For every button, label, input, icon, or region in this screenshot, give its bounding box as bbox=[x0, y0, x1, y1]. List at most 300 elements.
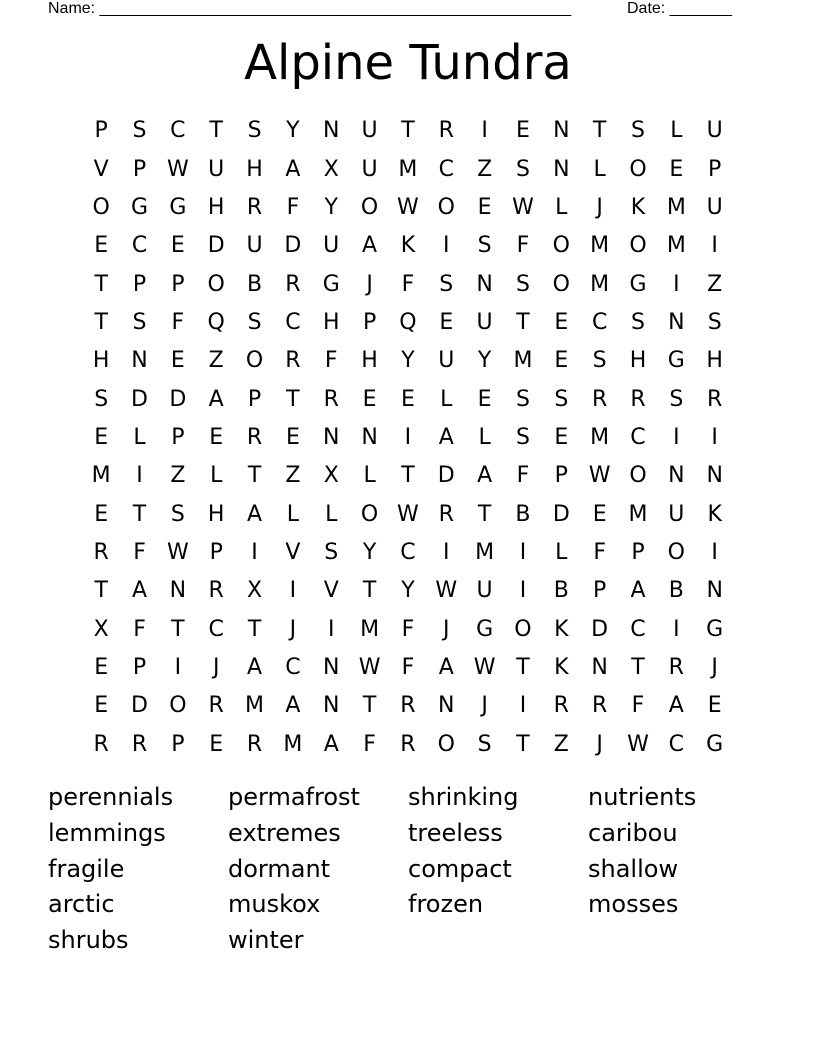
grid-letter[interactable]: E bbox=[94, 501, 109, 527]
grid-letter[interactable]: G bbox=[706, 731, 724, 757]
grid-letter[interactable]: F bbox=[401, 654, 415, 680]
grid-letter[interactable]: R bbox=[323, 386, 339, 412]
grid-letter[interactable]: I bbox=[711, 424, 718, 450]
grid-letter[interactable]: M bbox=[590, 424, 610, 450]
grid-letter[interactable]: I bbox=[519, 693, 527, 719]
grid-letter[interactable]: H bbox=[246, 156, 263, 182]
grid-letter[interactable]: U bbox=[361, 118, 378, 144]
grid-letter[interactable]: I bbox=[519, 539, 527, 565]
name-field-label[interactable]: Name: _____________________________________________________ bbox=[48, 0, 572, 17]
grid-letter[interactable]: F bbox=[401, 616, 415, 642]
grid-letter[interactable]: Z bbox=[285, 463, 301, 489]
grid-letter[interactable]: S bbox=[554, 386, 569, 412]
grid-letter[interactable]: B bbox=[515, 501, 531, 527]
grid-letter[interactable]: H bbox=[629, 348, 647, 374]
grid-letter[interactable]: E bbox=[362, 386, 377, 412]
grid-letter[interactable]: S bbox=[631, 309, 645, 335]
grid-letter[interactable]: Y bbox=[477, 348, 492, 374]
grid-letter[interactable]: N bbox=[668, 309, 685, 335]
grid-letter[interactable]: A bbox=[131, 578, 148, 604]
grid-letter[interactable]: F bbox=[516, 233, 530, 259]
grid-letter[interactable]: J bbox=[212, 654, 220, 680]
grid-letter[interactable]: X bbox=[247, 578, 263, 604]
grid-letter[interactable]: C bbox=[630, 616, 646, 642]
grid-letter[interactable]: E bbox=[94, 233, 109, 259]
grid-letter[interactable]: S bbox=[515, 424, 530, 450]
grid-letter[interactable]: T bbox=[247, 463, 262, 489]
grid-letter[interactable]: S bbox=[707, 309, 722, 335]
grid-letter[interactable]: A bbox=[285, 693, 301, 719]
grid-letter[interactable]: D bbox=[437, 463, 455, 489]
grid-letter[interactable]: O bbox=[629, 233, 647, 259]
grid-letter[interactable]: S bbox=[515, 386, 530, 412]
grid-letter[interactable]: R bbox=[438, 118, 454, 144]
grid-letter[interactable]: T bbox=[516, 309, 530, 335]
grid-letter[interactable]: S bbox=[515, 156, 530, 182]
grid-letter[interactable]: S bbox=[247, 309, 262, 335]
grid-letter[interactable]: O bbox=[552, 271, 570, 297]
grid-letter[interactable]: S bbox=[669, 386, 684, 412]
grid-letter[interactable]: H bbox=[361, 348, 378, 374]
grid-letter[interactable]: A bbox=[630, 578, 646, 604]
grid-letter[interactable]: U bbox=[706, 194, 723, 220]
grid-letter[interactable]: Q bbox=[399, 309, 417, 335]
grid-letter[interactable]: J bbox=[596, 731, 603, 757]
grid-letter[interactable]: Y bbox=[362, 539, 377, 565]
grid-letter[interactable]: P bbox=[362, 309, 377, 335]
grid-letter[interactable]: L bbox=[670, 118, 683, 144]
grid-letter[interactable]: R bbox=[208, 578, 224, 604]
grid-letter[interactable]: M bbox=[245, 693, 265, 719]
grid-letter[interactable]: F bbox=[133, 616, 146, 642]
grid-letter[interactable]: P bbox=[132, 156, 147, 182]
grid-letter[interactable]: G bbox=[476, 616, 494, 642]
grid-letter[interactable]: E bbox=[669, 156, 684, 182]
grid-letter[interactable]: S bbox=[324, 539, 339, 565]
grid-letter[interactable]: Y bbox=[401, 578, 415, 604]
grid-letter[interactable]: E bbox=[554, 348, 569, 374]
grid-letter[interactable]: T bbox=[247, 616, 262, 642]
grid-letter[interactable]: R bbox=[93, 539, 109, 565]
grid-letter[interactable]: R bbox=[668, 654, 684, 680]
grid-letter[interactable]: M bbox=[283, 731, 303, 757]
grid-letter[interactable]: L bbox=[325, 501, 338, 527]
grid-letter[interactable]: L bbox=[133, 424, 146, 450]
grid-letter[interactable]: R bbox=[591, 386, 608, 412]
grid-letter[interactable]: C bbox=[285, 654, 301, 680]
grid-letter[interactable]: O bbox=[629, 156, 647, 182]
grid-letter[interactable]: N bbox=[323, 693, 340, 719]
grid-letter[interactable]: H bbox=[92, 348, 110, 374]
grid-letter[interactable]: X bbox=[323, 156, 339, 182]
grid-letter[interactable]: T bbox=[362, 578, 377, 604]
grid-letter[interactable]: W bbox=[512, 194, 534, 220]
grid-letter[interactable]: G bbox=[629, 271, 647, 297]
grid-letter[interactable]: R bbox=[208, 693, 224, 719]
grid-letter[interactable]: O bbox=[92, 194, 110, 220]
grid-letter[interactable]: M bbox=[475, 539, 495, 565]
grid-letter[interactable]: I bbox=[289, 578, 297, 604]
grid-letter[interactable]: P bbox=[132, 271, 147, 297]
grid-letter[interactable]: I bbox=[673, 271, 680, 297]
grid-letter[interactable]: C bbox=[591, 309, 608, 335]
grid-letter[interactable]: N bbox=[323, 654, 340, 680]
grid-letter[interactable]: Z bbox=[707, 271, 723, 297]
grid-letter[interactable]: T bbox=[362, 693, 377, 719]
grid-letter[interactable]: P bbox=[171, 731, 185, 757]
grid-letter[interactable]: P bbox=[631, 539, 645, 565]
grid-letter[interactable]: H bbox=[706, 348, 723, 374]
grid-letter[interactable]: K bbox=[707, 501, 722, 527]
grid-letter[interactable]: R bbox=[591, 693, 608, 719]
grid-letter[interactable]: L bbox=[555, 539, 568, 565]
grid-letter[interactable]: J bbox=[289, 616, 297, 642]
grid-letter[interactable]: T bbox=[401, 118, 415, 144]
grid-letter[interactable]: K bbox=[400, 233, 416, 259]
grid-letter[interactable]: S bbox=[94, 386, 109, 412]
grid-letter[interactable]: M bbox=[590, 233, 610, 259]
grid-letter[interactable]: A bbox=[285, 156, 301, 182]
grid-letter[interactable]: M bbox=[590, 271, 610, 297]
word-list-item: nutrients bbox=[588, 783, 697, 811]
grid-letter[interactable]: O bbox=[207, 271, 225, 297]
grid-letter[interactable]: Z bbox=[553, 731, 569, 757]
grid-letter[interactable]: P bbox=[554, 463, 568, 489]
grid-letter[interactable]: V bbox=[285, 539, 301, 565]
grid-letter[interactable]: R bbox=[438, 501, 454, 527]
grid-letter[interactable]: T bbox=[631, 654, 645, 680]
grid-letter[interactable]: E bbox=[209, 424, 224, 450]
grid-letter[interactable]: O bbox=[437, 194, 455, 220]
grid-letter[interactable]: P bbox=[132, 654, 147, 680]
grid-letter[interactable]: I bbox=[327, 616, 335, 642]
grid-letter[interactable]: R bbox=[246, 194, 263, 220]
grid-letter[interactable]: T bbox=[171, 616, 185, 642]
grid-letter[interactable]: Y bbox=[324, 194, 338, 220]
grid-letter[interactable]: S bbox=[631, 118, 645, 144]
grid-letter[interactable]: T bbox=[94, 578, 108, 604]
grid-letter[interactable]: D bbox=[131, 693, 148, 719]
grid-letter[interactable]: I bbox=[673, 616, 680, 642]
grid-letter[interactable]: G bbox=[667, 348, 685, 374]
grid-letter[interactable]: O bbox=[245, 348, 264, 374]
grid-letter[interactable]: K bbox=[554, 654, 569, 680]
grid-letter[interactable]: L bbox=[286, 501, 300, 527]
grid-letter[interactable]: A bbox=[247, 654, 263, 680]
grid-letter[interactable]: G bbox=[322, 271, 340, 297]
grid-letter[interactable]: M bbox=[360, 616, 380, 642]
grid-letter[interactable]: R bbox=[630, 386, 646, 412]
grid-letter[interactable]: J bbox=[711, 654, 718, 680]
grid-letter[interactable]: N bbox=[476, 271, 493, 297]
grid-letter[interactable]: P bbox=[209, 539, 223, 565]
grid-letter[interactable]: S bbox=[170, 501, 185, 527]
grid-letter[interactable]: E bbox=[554, 424, 569, 450]
grid-letter[interactable]: E bbox=[707, 693, 722, 719]
grid-letter[interactable]: J bbox=[366, 271, 373, 297]
grid-letter[interactable]: D bbox=[169, 386, 187, 412]
grid-letter[interactable]: U bbox=[668, 501, 685, 527]
grid-letter[interactable]: W bbox=[397, 501, 419, 527]
grid-letter[interactable]: O bbox=[360, 501, 379, 527]
grid-letter[interactable]: X bbox=[93, 616, 109, 642]
grid-letter[interactable]: W bbox=[473, 654, 496, 680]
grid-letter[interactable]: A bbox=[362, 233, 378, 259]
grid-letter[interactable]: R bbox=[246, 731, 263, 757]
grid-letter[interactable]: C bbox=[208, 616, 224, 642]
grid-letter[interactable]: R bbox=[246, 424, 263, 450]
grid-letter[interactable]: D bbox=[284, 233, 302, 259]
grid-letter[interactable]: T bbox=[516, 731, 530, 757]
grid-letter[interactable]: K bbox=[630, 194, 646, 220]
grid-letter[interactable]: P bbox=[171, 424, 185, 450]
grid-letter[interactable]: R bbox=[400, 731, 416, 757]
grid-letter[interactable]: E bbox=[477, 386, 492, 412]
grid-letter[interactable]: E bbox=[170, 348, 185, 374]
grid-letter[interactable]: A bbox=[438, 654, 454, 680]
grid-letter[interactable]: O bbox=[552, 233, 570, 259]
grid-letter[interactable]: O bbox=[667, 539, 685, 565]
grid-letter[interactable]: T bbox=[132, 501, 147, 527]
grid-letter[interactable]: O bbox=[169, 693, 187, 719]
grid-letter[interactable]: D bbox=[207, 233, 225, 259]
grid-letter[interactable]: E bbox=[94, 424, 109, 450]
word-list-item: frozen bbox=[408, 890, 484, 919]
grid-letter[interactable]: U bbox=[361, 156, 378, 182]
grid-letter[interactable]: A bbox=[477, 463, 493, 489]
grid-letter[interactable]: I bbox=[711, 539, 718, 565]
grid-letter[interactable]: N bbox=[591, 654, 608, 680]
grid-letter[interactable]: O bbox=[360, 194, 379, 220]
grid-letter[interactable]: U bbox=[476, 578, 493, 604]
grid-letter[interactable]: E bbox=[516, 118, 530, 144]
grid-letter[interactable]: S bbox=[247, 118, 262, 144]
grid-letter[interactable]: E bbox=[400, 386, 415, 412]
grid-letter[interactable]: N bbox=[706, 578, 723, 604]
grid-letter[interactable]: M bbox=[91, 463, 111, 489]
date-field-label[interactable]: Date: _______ bbox=[627, 0, 732, 17]
grid-letter[interactable]: J bbox=[481, 693, 488, 719]
grid-letter[interactable]: U bbox=[208, 156, 225, 182]
grid-letter[interactable]: N bbox=[668, 463, 685, 489]
grid-letter[interactable]: W bbox=[166, 156, 189, 182]
grid-letter[interactable]: A bbox=[208, 386, 224, 412]
grid-letter[interactable]: N bbox=[169, 578, 187, 604]
grid-letter[interactable]: C bbox=[285, 309, 301, 335]
grid-letter[interactable]: G bbox=[706, 616, 724, 642]
grid-letter[interactable]: L bbox=[363, 463, 376, 489]
grid-letter[interactable]: L bbox=[478, 424, 491, 450]
grid-letter[interactable]: W bbox=[588, 463, 611, 489]
grid-letter[interactable]: R bbox=[285, 271, 301, 297]
grid-letter[interactable]: E bbox=[554, 309, 569, 335]
grid-letter[interactable]: S bbox=[515, 271, 530, 297]
grid-letter[interactable]: F bbox=[631, 693, 645, 719]
grid-letter[interactable]: L bbox=[593, 156, 606, 182]
grid-letter[interactable]: N bbox=[553, 156, 570, 182]
grid-letter[interactable]: F bbox=[516, 463, 530, 489]
word-list-item: permafrost bbox=[228, 783, 360, 811]
grid-letter[interactable]: H bbox=[207, 501, 225, 527]
grid-letter[interactable]: I bbox=[404, 424, 412, 450]
grid-letter[interactable]: R bbox=[553, 693, 569, 719]
grid-letter[interactable]: U bbox=[323, 233, 340, 259]
grid-letter[interactable]: S bbox=[477, 233, 492, 259]
grid-letter[interactable]: F bbox=[401, 271, 415, 297]
grid-letter[interactable]: R bbox=[131, 731, 148, 757]
grid-letter[interactable]: T bbox=[286, 386, 300, 412]
grid-letter[interactable]: E bbox=[592, 501, 607, 527]
grid-letter[interactable]: T bbox=[209, 118, 223, 144]
grid-letter[interactable]: U bbox=[476, 309, 493, 335]
grid-letter[interactable]: E bbox=[170, 233, 185, 259]
grid-letter[interactable]: W bbox=[435, 578, 458, 604]
grid-letter[interactable]: I bbox=[673, 424, 680, 450]
grid-letter[interactable]: D bbox=[552, 501, 570, 527]
grid-letter[interactable]: Z bbox=[477, 156, 493, 182]
grid-letter[interactable]: T bbox=[592, 118, 607, 144]
grid-letter[interactable]: T bbox=[516, 654, 530, 680]
word-list-item: mosses bbox=[588, 890, 679, 919]
grid-letter[interactable]: U bbox=[438, 348, 455, 374]
grid-letter[interactable]: W bbox=[358, 654, 381, 680]
grid-letter[interactable]: O bbox=[437, 731, 455, 757]
grid-letter[interactable]: G bbox=[169, 194, 187, 220]
grid-letter[interactable]: Y bbox=[401, 348, 415, 374]
grid-letter[interactable]: I bbox=[174, 654, 182, 680]
grid-letter[interactable]: O bbox=[629, 463, 647, 489]
grid-letter[interactable]: C bbox=[630, 424, 646, 450]
grid-letter[interactable]: N bbox=[706, 463, 723, 489]
grid-letter[interactable]: R bbox=[285, 348, 301, 374]
word-list-item: extremes bbox=[228, 818, 341, 847]
grid-letter[interactable]: R bbox=[400, 693, 416, 719]
grid-letter[interactable]: E bbox=[285, 424, 300, 450]
grid-letter[interactable]: D bbox=[131, 386, 148, 412]
grid-letter[interactable]: F bbox=[286, 194, 300, 220]
grid-letter[interactable]: N bbox=[323, 118, 340, 144]
grid-letter[interactable]: B bbox=[668, 578, 684, 604]
grid-letter[interactable]: S bbox=[477, 731, 492, 757]
grid-letter[interactable]: W bbox=[166, 539, 189, 565]
grid-letter[interactable]: I bbox=[136, 463, 143, 489]
grid-letter[interactable]: N bbox=[361, 424, 378, 450]
grid-letter[interactable]: E bbox=[209, 731, 224, 757]
grid-letter[interactable]: I bbox=[443, 233, 450, 259]
grid-letter[interactable]: I bbox=[711, 233, 718, 259]
grid-letter[interactable]: P bbox=[94, 118, 108, 144]
grid-letter[interactable]: B bbox=[247, 271, 263, 297]
grid-letter[interactable]: A bbox=[668, 693, 684, 719]
grid-letter[interactable]: I bbox=[519, 578, 527, 604]
grid-letter[interactable]: Z bbox=[208, 348, 224, 374]
grid-letter[interactable]: F bbox=[593, 539, 606, 565]
grid-letter[interactable]: M bbox=[628, 501, 648, 527]
grid-letter[interactable]: J bbox=[596, 194, 603, 220]
grid-letter[interactable]: F bbox=[324, 348, 338, 374]
grid-letter[interactable]: N bbox=[438, 693, 455, 719]
grid-letter[interactable]: Y bbox=[286, 118, 300, 144]
grid-letter[interactable]: T bbox=[94, 309, 108, 335]
grid-letter[interactable]: C bbox=[170, 118, 186, 144]
grid-letter[interactable]: U bbox=[246, 233, 263, 259]
grid-letter[interactable]: F bbox=[133, 539, 146, 565]
grid-letter[interactable]: P bbox=[593, 578, 607, 604]
grid-letter[interactable]: M bbox=[666, 233, 686, 259]
grid-letter[interactable]: J bbox=[443, 616, 450, 642]
grid-letter[interactable]: G bbox=[130, 194, 149, 220]
grid-letter[interactable]: H bbox=[207, 194, 225, 220]
word-list-item: winter bbox=[228, 926, 304, 955]
grid-letter[interactable]: A bbox=[323, 731, 339, 757]
grid-letter[interactable]: F bbox=[171, 309, 185, 335]
grid-letter[interactable]: W bbox=[397, 194, 419, 220]
grid-letter[interactable]: S bbox=[439, 271, 454, 297]
grid-letter[interactable]: P bbox=[247, 386, 262, 412]
page-title: Alpine Tundra bbox=[244, 35, 572, 91]
grid-letter[interactable]: C bbox=[438, 156, 454, 182]
grid-letter[interactable]: R bbox=[707, 386, 723, 412]
grid-letter[interactable]: V bbox=[93, 156, 109, 182]
grid-letter[interactable]: F bbox=[363, 731, 376, 757]
grid-letter[interactable]: S bbox=[132, 309, 147, 335]
grid-letter[interactable]: E bbox=[94, 693, 109, 719]
grid-letter[interactable]: I bbox=[481, 118, 488, 144]
grid-letter[interactable]: P bbox=[171, 271, 185, 297]
grid-letter[interactable]: E bbox=[94, 654, 109, 680]
grid-letter[interactable]: S bbox=[132, 118, 147, 144]
grid-letter[interactable]: C bbox=[400, 539, 416, 565]
grid-letter[interactable]: T bbox=[477, 501, 492, 527]
grid-letter[interactable]: L bbox=[440, 386, 453, 412]
grid-letter[interactable]: H bbox=[322, 309, 340, 335]
header-line bbox=[48, 0, 748, 20]
grid-letter[interactable]: E bbox=[439, 309, 454, 335]
word-list-item: fragile bbox=[48, 854, 125, 883]
grid-letter[interactable]: S bbox=[592, 348, 607, 374]
grid-letter[interactable]: N bbox=[131, 348, 148, 374]
grid-letter[interactable]: L bbox=[210, 463, 223, 489]
grid-letter[interactable]: M bbox=[666, 194, 686, 220]
grid-letter[interactable]: M bbox=[513, 348, 533, 374]
grid-letter[interactable]: U bbox=[706, 118, 723, 144]
grid-letter[interactable]: I bbox=[251, 539, 258, 565]
grid-letter[interactable]: C bbox=[131, 233, 148, 259]
grid-letter[interactable]: X bbox=[323, 463, 339, 489]
grid-letter[interactable]: C bbox=[668, 731, 685, 757]
grid-letter[interactable]: D bbox=[591, 616, 609, 642]
grid-letter[interactable]: K bbox=[554, 616, 569, 642]
grid-letter[interactable]: Q bbox=[207, 309, 225, 335]
grid-letter[interactable]: T bbox=[401, 463, 415, 489]
grid-letter[interactable]: A bbox=[247, 501, 263, 527]
grid-letter[interactable]: R bbox=[93, 731, 109, 757]
grid-letter[interactable]: V bbox=[323, 578, 339, 604]
grid-letter[interactable]: M bbox=[398, 156, 418, 182]
grid-letter[interactable]: W bbox=[627, 731, 649, 757]
grid-letter[interactable]: O bbox=[514, 616, 532, 642]
grid-letter[interactable]: L bbox=[555, 194, 568, 220]
grid-letter[interactable]: E bbox=[477, 194, 492, 220]
grid-letter[interactable]: I bbox=[443, 539, 450, 565]
grid-letter[interactable]: Z bbox=[170, 463, 186, 489]
grid-letter[interactable]: B bbox=[553, 578, 569, 604]
grid-letter[interactable]: P bbox=[708, 156, 722, 182]
grid-letter[interactable]: T bbox=[94, 271, 108, 297]
grid-letter[interactable]: N bbox=[553, 118, 570, 144]
grid-letter[interactable]: A bbox=[438, 424, 454, 450]
grid-letter[interactable]: N bbox=[323, 424, 340, 450]
